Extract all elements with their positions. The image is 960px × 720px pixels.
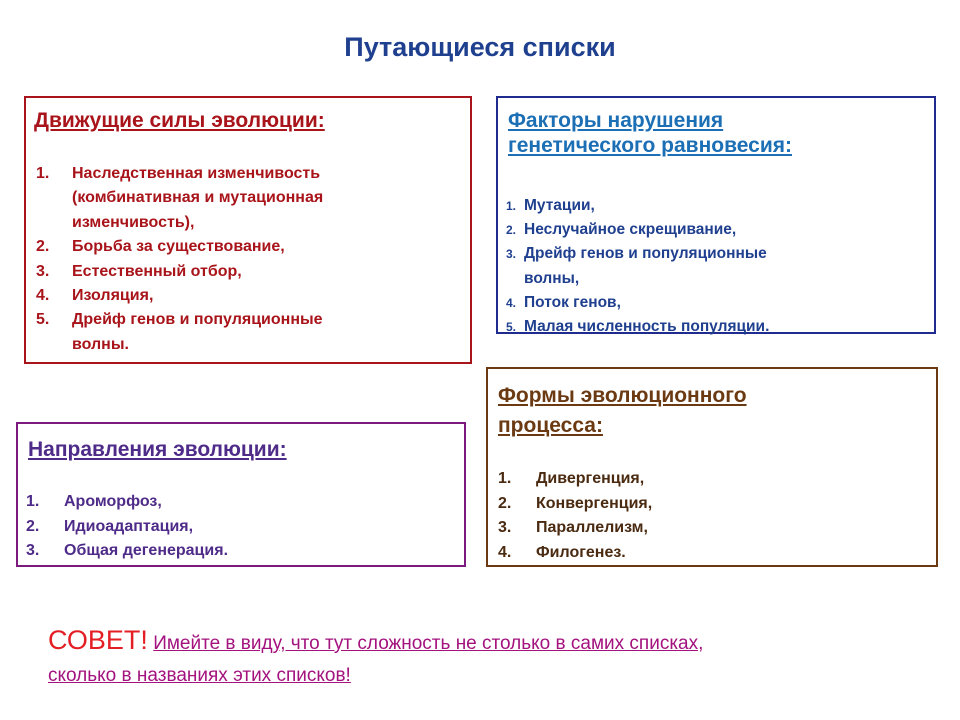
list-item-number: 2.: [498, 494, 512, 512]
evolution-forms-box: [486, 367, 938, 567]
list-item-text: Конвергенция,: [536, 494, 653, 512]
list-item-text: Дрейф генов и популяционные: [524, 245, 767, 263]
heading-line: Факторы нарушения: [508, 109, 724, 132]
list-item: [36, 284, 466, 308]
list-item-number: 3.: [498, 519, 512, 537]
advice-text-line2: сколько в названиях этих списков!: [48, 665, 351, 686]
list-item-text: Общая дегенерация.: [64, 542, 229, 560]
list-item-number: 1.: [36, 165, 50, 182]
list-item: [506, 242, 934, 290]
list-item: [498, 541, 928, 566]
list-item: [26, 490, 456, 515]
evolution-directions-box: [16, 422, 466, 567]
list-item: [26, 515, 456, 540]
evolution-forms-heading: [498, 381, 918, 441]
list-item-number: 1.: [506, 199, 517, 213]
list-item: [26, 539, 456, 564]
list-item-number: 1.: [498, 470, 512, 487]
advice-note: [48, 624, 908, 692]
list-item: [498, 492, 928, 517]
equilibrium-factors-heading: [508, 108, 928, 158]
list-item-number: 5.: [36, 311, 50, 329]
advice-text-line1: Имейте в виду, что тут сложность не столько в самих списках,: [153, 633, 704, 654]
list-item-number: 1.: [26, 493, 40, 510]
list-item: [36, 235, 466, 259]
list-item-number: 2.: [506, 223, 517, 238]
evolution-directions-list: [26, 490, 456, 564]
list-item-number: 2.: [36, 238, 50, 256]
list-item-text: волны.: [72, 335, 129, 353]
list-item-text: Ароморфоз,: [64, 493, 162, 510]
list-item-text: Филогенез.: [536, 543, 626, 561]
list-item-text: Малая численность популяции.: [524, 318, 770, 336]
list-item-text: Дрейф генов и популяционные: [72, 311, 323, 329]
heading-line: процесса:: [498, 414, 603, 437]
list-item-text: изменчивость),: [72, 213, 195, 231]
list-item-number: 4.: [498, 543, 512, 561]
list-item: [36, 260, 466, 284]
list-item: [36, 162, 466, 235]
list-item: [506, 315, 934, 339]
list-item-text: Наследственная изменчивость: [72, 165, 321, 182]
driving-forces-box: [24, 96, 472, 364]
list-item-text: Идиоадаптация,: [64, 517, 194, 535]
list-item-text: Изоляция,: [72, 287, 154, 305]
list-item-text: волны,: [524, 269, 580, 287]
equilibrium-factors-box: [496, 96, 936, 334]
list-item-text: Мутации,: [524, 197, 595, 214]
slide-title: Путающиеся списки: [344, 32, 616, 62]
list-item: [498, 516, 928, 541]
list-item-number: 3.: [36, 262, 50, 280]
evolution-directions-heading: Направления эволюции:: [28, 438, 287, 461]
driving-forces-heading: Движущие силы эволюции:: [34, 109, 325, 132]
list-item-text: Параллелизм,: [536, 519, 648, 537]
list-item: [506, 194, 934, 218]
advice-label: СОВЕТ!: [48, 625, 148, 655]
list-item-number: 4.: [36, 287, 50, 305]
equilibrium-factors-list: [506, 194, 934, 339]
list-item-text: Поток генов,: [524, 293, 621, 311]
list-item-text: Неслучайное скрещивание,: [524, 221, 737, 239]
list-item: [506, 218, 934, 242]
list-item: [36, 308, 466, 357]
list-item-number: 4.: [506, 295, 517, 310]
list-item: [498, 467, 928, 492]
heading-line: Формы эволюционного: [498, 384, 747, 407]
list-item-number: 3.: [26, 542, 40, 560]
list-item-number: 3.: [506, 247, 517, 262]
list-item-text: Дивергенция,: [536, 470, 645, 487]
list-item-number: 5.: [506, 320, 517, 335]
list-item-text: Естественный отбор,: [72, 262, 242, 280]
heading-line: генетического равновесия:: [508, 134, 792, 157]
list-item: [506, 291, 934, 315]
list-item-text: (комбинативная и мутационная: [72, 189, 324, 207]
evolution-forms-list: [498, 467, 928, 565]
list-item-text: Борьба за существование,: [72, 238, 285, 256]
driving-forces-list: [36, 162, 466, 357]
list-item-number: 2.: [26, 517, 40, 535]
